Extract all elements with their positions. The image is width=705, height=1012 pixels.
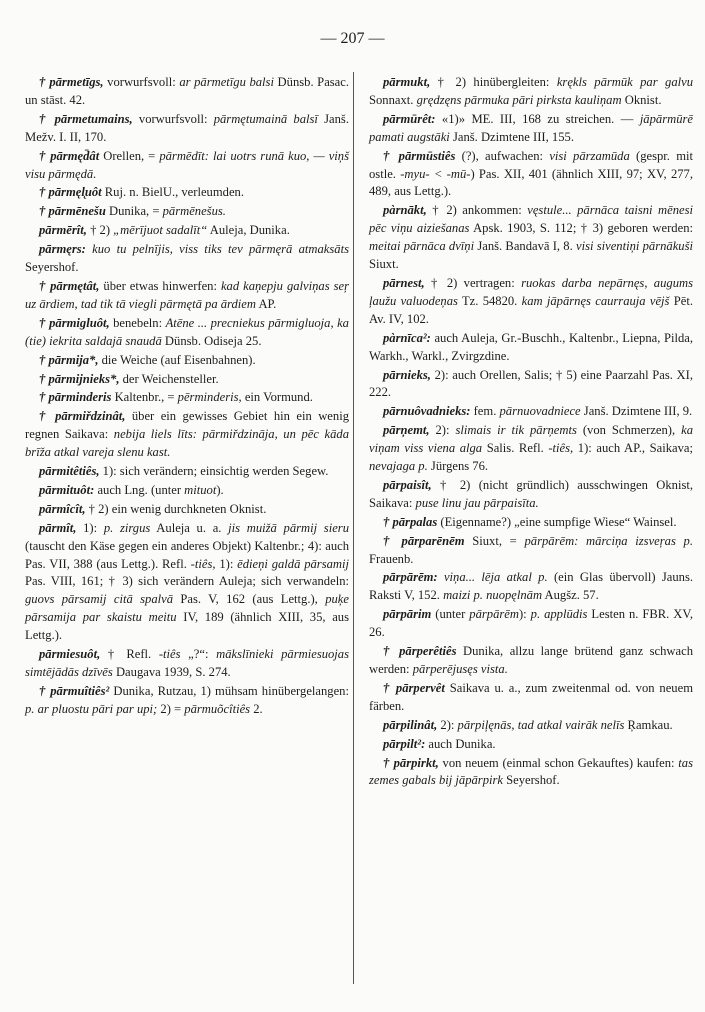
entry-example: maizi p. nuopęlnām <box>443 588 543 603</box>
entry-gloss: Orellen, = <box>99 148 160 163</box>
entry-example: kad kaņepju galviņas seŗ uz ārdiem, tad tik tā viegli pārmętā pa ārdiem <box>25 278 349 311</box>
entry-gloss: Seyershof. <box>502 773 560 788</box>
entry-gloss: auch Auleja, Gr.-Buschh., Kaltenbr., Liepna, Pilda, Warkh., Warkl., Zvirgzdine. <box>369 330 693 363</box>
dictionary-entry <box>369 643 693 679</box>
dictionary-entry <box>369 275 693 329</box>
dictionary-entry <box>369 202 693 274</box>
dictionary-entry <box>369 736 693 754</box>
dictionary-entry <box>25 203 349 221</box>
entry-headword: † pārminderis <box>39 390 112 405</box>
entry-headword: pārmîcît, <box>39 501 86 516</box>
entry-example: pārmēnešus. <box>162 204 226 219</box>
entry-headword: pārņemt, <box>383 423 430 438</box>
entry-example: nebija liels līts: pārmiřdzināja, un pēc kāda brīža atkal vareja slenu kast. <box>25 427 349 460</box>
entry-example: pārmętumainā balsī <box>213 111 318 126</box>
entry-gloss: 2): auch Orellen, Salis; † 5) eine Paarzahl Pas. XI, 222. <box>369 367 693 400</box>
entry-gloss: 1): <box>76 520 104 535</box>
entry-example: ēdieņi galdā pārsamij <box>237 556 349 571</box>
entry-gloss: (unter <box>431 607 470 622</box>
entry-headword: pārpilt²: <box>383 736 426 751</box>
entry-gloss: † 2) (nicht gründlich) ausschwingen Oknist, Saikava: <box>369 477 693 510</box>
entry-gloss: vorwurfsvoll: <box>132 111 214 126</box>
entry-gloss: Janš. Bandavā I, 8. <box>474 239 576 254</box>
entry-gloss: (von Schmerzen), <box>576 423 682 438</box>
entry-headword: pàrnākt, <box>383 203 427 218</box>
entry-gloss: Jürgens 76. <box>427 459 489 474</box>
entry-gloss: Seyershof. <box>25 260 79 275</box>
entry-gloss: auch Dunika. <box>425 736 496 751</box>
entry-headword: pārmērît, <box>39 223 87 238</box>
dictionary-entry <box>369 74 693 110</box>
entry-gloss: Pas. VIII, 161; † 3) sich verändern Auleja; sich verwandeln: <box>25 574 349 589</box>
entry-example: visi pārzamūda <box>549 148 630 163</box>
entry-gloss: benebeln: <box>109 315 166 330</box>
page-number: — 207 — <box>320 30 385 47</box>
dictionary-entry <box>25 352 349 370</box>
entry-headword: pārmūrêt: <box>383 111 436 126</box>
entry-gloss: (ein Glas übervoll) Jauns. Raksti V, 152. <box>369 570 693 603</box>
entry-example: slimais ir tik pārņemts <box>455 423 577 438</box>
entry-gloss: AP. <box>255 296 277 311</box>
entry-gloss: 1): sich verändern; einsichtig werden Segew. <box>99 464 329 479</box>
entry-headword: pārmitêtiês, <box>39 464 100 479</box>
entry-headword: † pārmetumains, <box>39 111 133 126</box>
entry-gloss: Augšz. 57. <box>542 588 599 603</box>
entry-example: puķe pārsamija par skaistu meitu <box>25 592 349 625</box>
entry-headword: pārpaisît, <box>383 477 432 492</box>
entry-gloss: ) Pas. XII, 401 (ähnlich XIII, 97; XV, 277, 489, aus Lettg.). <box>369 166 693 199</box>
entry-headword: † pārpalas <box>383 514 438 529</box>
entry-gloss: Pēt. Av. IV, 102. <box>369 293 693 326</box>
dictionary-entry <box>369 422 693 476</box>
entry-example: ka viņam viss viena alga <box>369 423 693 456</box>
entry-headword: † pārmigluôt, <box>39 315 110 330</box>
left-column <box>25 74 349 720</box>
entry-example: guovs pārsamij citā spalvā <box>25 592 174 607</box>
entry-example: kam jāpārnęs caurrauja vējš <box>521 293 670 308</box>
entry-gloss: † 2) <box>86 223 114 238</box>
entry-example: -tiês, <box>548 441 574 456</box>
entry-gloss: Apsk. 1903, S. 112; † 3) geboren werden: <box>469 221 693 236</box>
entry-gloss: die Weiche (auf Eisenbahnen). <box>98 352 256 367</box>
dictionary-entry <box>25 241 349 277</box>
dictionary-entry <box>25 520 349 645</box>
dictionary-entry <box>25 463 349 481</box>
entry-headword: pārmituôt: <box>39 482 95 497</box>
entry-gloss: Janš. Mežv. I. II, 170. <box>25 111 349 144</box>
entry-headword: pārpārēm: <box>383 570 438 585</box>
entry-gloss: Sonnaxt. <box>369 92 417 107</box>
entry-example: pārmuõcîtiês <box>184 701 251 716</box>
dictionary-entry <box>25 184 349 202</box>
dictionary-entry <box>369 717 693 735</box>
entry-example: p. zirgus <box>103 520 151 535</box>
entry-example: pārpiļęnās, tad atkal vairāk nelīs <box>457 717 625 732</box>
entry-headword: pārmiesuôt, <box>39 647 101 662</box>
entry-gloss: auch Lng. (unter <box>94 482 185 497</box>
entry-example: jāpārmūrē pamati augstāki <box>369 111 693 144</box>
dictionary-entry <box>25 148 349 184</box>
entry-gloss: 2) = <box>157 701 185 716</box>
entry-gloss: (?), aufwachen: <box>455 148 550 163</box>
dictionary-entry <box>25 501 349 519</box>
entry-example: pārmēdīt: lai uotrs runā kuo, — viņš visu pārmędā. <box>25 148 350 181</box>
entry-gloss: Dunika, = <box>105 204 163 219</box>
entry-headword: † pārmęl̨uôt <box>39 185 102 200</box>
entry-example: mituot <box>184 482 217 497</box>
dictionary-entry <box>369 606 693 642</box>
entry-example: meitai pārnāca dvīņi <box>369 239 475 254</box>
dictionary-entry <box>25 408 349 462</box>
entry-headword: † pārperêtiês <box>383 644 457 659</box>
entry-example: pārpārēm: mārciņa izsveŗas p. <box>524 533 693 548</box>
dictionary-entry <box>369 403 693 421</box>
dictionary-entry <box>369 569 693 605</box>
entry-example: -tiês <box>158 647 181 662</box>
dictionary-entry <box>25 74 349 110</box>
entry-example: grędzęns pārmuka pāri pirksta kauliņam <box>416 92 622 107</box>
entry-gloss: Dunika, Rutzau, 1) mühsam hinübergelangen: <box>109 683 349 698</box>
dictionary-entry <box>369 367 693 403</box>
entry-example: ar pārmetīgu balsi <box>179 75 274 89</box>
entry-gloss: † 2) hinübergleiten: <box>430 75 557 89</box>
entry-gloss: Daugava 1939, S. 274. <box>112 665 231 679</box>
entry-gloss: Saikava u. a., zum zweitenmal od. von neuem färben. <box>369 680 693 713</box>
entry-gloss: 2): <box>429 423 456 438</box>
entry-gloss: Siuxt. <box>369 257 399 272</box>
entry-gloss: «1)» ME. III, 168 zu streichen. — <box>435 111 640 126</box>
entry-gloss: (tauscht den Käse gegen ein anderes Objekt) Kaltenbr.; 4): auch Pas. VII, 388 (aus Lettg.). Refl. <box>25 538 349 571</box>
entry-example: jis muižā pārmij sieru <box>228 520 349 535</box>
entry-example: nevajaga p. <box>369 459 428 474</box>
entry-gloss: (gespr. mit ostle. <box>369 148 693 181</box>
entry-gloss: vorwurfsvoll: <box>103 75 180 89</box>
entry-example: p. applūdis <box>530 607 588 622</box>
entry-example: puse linu jau pārpaisīta. <box>415 495 539 510</box>
dictionary-entry <box>369 148 693 202</box>
entry-gloss: ein Vormund. <box>241 390 313 405</box>
entry-headword: pàrnīca²: <box>383 330 431 345</box>
entry-example: visi siventiņi pārnākuši <box>575 239 693 254</box>
entry-gloss: Oknist. <box>621 92 662 107</box>
dictionary-entry <box>25 646 349 682</box>
entry-headword: † pārmetīgs, <box>39 75 104 89</box>
entry-gloss: 1): auch AP., Saikava; <box>573 441 693 456</box>
entry-headword: † pārmiřdzinât, <box>39 409 126 424</box>
entry-headword: † pārmijnieks*, <box>39 371 120 386</box>
entry-headword: † pārpervêt <box>383 680 445 695</box>
entry-gloss: Dünsb. Pasac. un stāst. 42. <box>25 75 350 107</box>
entry-gloss: der Weichensteller. <box>119 371 219 386</box>
entry-gloss: 2. <box>250 701 263 716</box>
entry-example: pārnuovadniece <box>499 404 581 419</box>
entry-gloss: 1): <box>215 556 238 571</box>
entry-headword: † pārmūstiês <box>383 148 456 163</box>
entry-gloss: Siuxt, = <box>464 533 525 548</box>
entry-gloss: (Eigenname?) „eine sumpfige Wiese“ Wainsel. <box>437 514 677 529</box>
entry-example: krękls pārmūk par galvu <box>556 75 693 89</box>
entry-headword: pārnest, <box>383 275 425 290</box>
entry-headword: pārmît, <box>39 520 77 535</box>
entry-gloss: Dünsb. Odiseja 25. <box>161 333 262 348</box>
dictionary-entry <box>369 680 693 716</box>
entry-gloss: Pas. V, 162 (aus Lettg.), <box>173 592 326 607</box>
dictionary-entry <box>369 514 693 532</box>
entry-headword: pārpilinât, <box>383 717 438 732</box>
entry-gloss: Lesten n. FBR. XV, 26. <box>369 607 693 640</box>
column-divider <box>353 72 354 984</box>
entry-headword: † pārmēnešu <box>39 204 106 219</box>
entry-gloss: † 2) ein wenig durchkneten Oknist. <box>85 501 267 516</box>
entry-example: -myu- < -mū- <box>400 166 471 181</box>
entry-gloss: Ŗamkau. <box>624 717 673 732</box>
entry-example: „mērījuot sadalīt“ <box>113 223 208 238</box>
entry-gloss: ): <box>518 607 531 622</box>
dictionary-entry <box>25 111 349 147</box>
entry-headword: pārmukt, <box>383 75 431 89</box>
entry-example: viņa... lēja atkal p. <box>443 570 548 585</box>
entry-gloss: † Refl. <box>100 647 159 662</box>
entry-headword: † pārmęd̄ât <box>39 148 100 163</box>
right-column <box>369 74 693 791</box>
entry-gloss: Tz. 54820. <box>457 293 522 308</box>
dictionary-entry <box>25 389 349 407</box>
dictionary-entry <box>25 222 349 240</box>
entry-gloss: Auleja, Dunika. <box>207 223 290 238</box>
entry-gloss: Frauenb. <box>369 551 414 566</box>
entry-headword: † pārmija*, <box>39 352 99 367</box>
entry-example: pārperējusęs vista. <box>412 662 508 676</box>
entry-gloss: † 2) ankommen: <box>426 203 528 218</box>
entry-example: kuo tu pelnījis, viss tiks tev pārmęrā atmaksāts <box>92 242 349 257</box>
entry-headword: † pārmętât, <box>39 278 100 293</box>
entry-example: vęstule... pārnāca taisni mēnesi pēc viņu aiziešanas <box>369 203 694 236</box>
entry-gloss: „?“: <box>180 647 217 662</box>
dictionary-entry <box>25 278 349 314</box>
entry-gloss: fem. <box>470 404 500 419</box>
entry-headword: † pārmuîtiês² <box>39 683 110 698</box>
entry-example: tas zemes gabals bij jāpārpirk <box>369 755 693 788</box>
entry-example: pārpārēm <box>469 607 519 622</box>
dictionary-entry <box>25 315 349 351</box>
entry-headword: pārpārim <box>383 607 432 622</box>
entry-gloss: ). <box>216 482 224 497</box>
entry-example: mākslīnieki pārmiesuojas simtējādās dzīvēs <box>25 647 350 679</box>
dictionary-entry <box>369 477 693 513</box>
entry-example: ruokas darba nepārnęs, augums ļaužu valuodeņas <box>369 275 693 308</box>
entry-gloss: Ruj. n. BielU., verleumden. <box>101 185 244 200</box>
entry-gloss: über ein gewisses Gebiet hin ein wenig regnen Saikava: <box>25 409 349 442</box>
entry-headword: † pārpirkt, <box>383 755 439 770</box>
entry-gloss: Auleja u. a. <box>150 520 229 535</box>
entry-gloss: Dunika, allzu lange brütend ganz schwach werden: <box>369 644 694 676</box>
entry-example: p. ar pluostu pāri par upi; <box>25 701 158 716</box>
entry-gloss: von neuem (einmal schon Gekauftes) kaufen: <box>438 755 679 770</box>
entry-gloss: Salis. Refl. <box>482 441 549 456</box>
entry-headword: pārnieks, <box>383 367 431 382</box>
dictionary-entry <box>369 755 693 791</box>
entry-example: pērminderis, <box>177 390 242 405</box>
entry-gloss: 2): <box>437 717 458 732</box>
entry-gloss: Janš. Dzimtene III, 9. <box>580 404 693 419</box>
entry-example: -tiês, <box>190 556 216 571</box>
dictionary-entry <box>25 371 349 389</box>
entry-headword: pārmęrs: <box>39 242 86 257</box>
entry-gloss: über etwas hinwerfen: <box>99 278 221 293</box>
dictionary-entry <box>369 330 693 366</box>
entry-gloss: † 2) vertragen: <box>424 275 522 290</box>
dictionary-entry <box>369 533 693 569</box>
dictionary-entry <box>25 482 349 500</box>
entry-headword: † pārparēnēm <box>383 533 465 548</box>
entry-gloss: Kaltenbr., = <box>111 390 178 405</box>
entry-headword: pārnuôvadnieks: <box>383 404 471 419</box>
entry-gloss: Janš. Dzimtene III, 155. <box>449 129 574 144</box>
entry-example: Atēne ... precniekus pārmigluoja, ka (tie) iekrita saldajā snaudā <box>25 315 349 348</box>
dictionary-entry <box>369 111 693 147</box>
dictionary-entry <box>25 683 349 719</box>
entry-gloss: IV, 189 (ähnlich XIII, 35, aus Lettg.). <box>25 610 349 643</box>
